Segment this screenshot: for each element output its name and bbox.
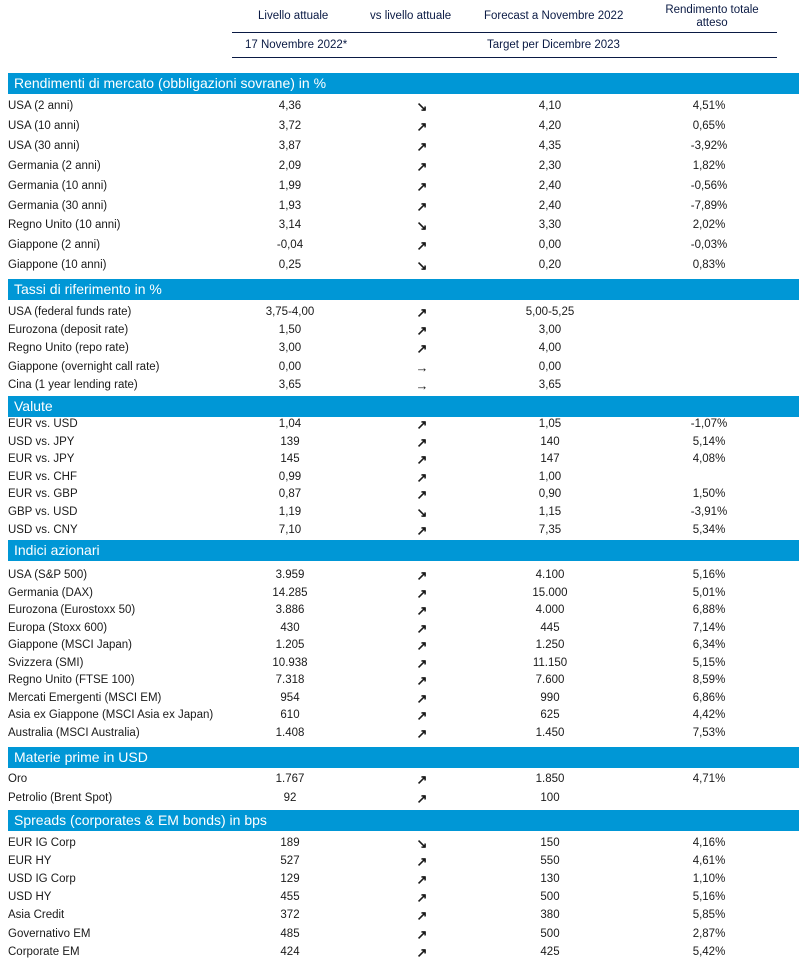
row-label: EUR IG Corp	[8, 837, 76, 849]
forecast-value: 4,35	[538, 140, 562, 152]
expected-return: 5,85%	[692, 909, 726, 921]
row-label: Germania (30 anni)	[8, 200, 108, 212]
arrow-up-right-icon: ↗	[416, 908, 428, 923]
current-level: 1,50	[278, 324, 302, 336]
forecast-value: 500	[540, 891, 560, 903]
expected-return: -7,89%	[690, 200, 728, 212]
current-level: 14.285	[272, 587, 308, 599]
arrow-down-right-icon: ↘	[416, 505, 428, 520]
forecast-value: 445	[540, 622, 560, 634]
row-label: Regno Unito (FTSE 100)	[8, 674, 135, 686]
forecast-value: 0,90	[538, 488, 562, 500]
expected-return: 1,50%	[692, 488, 726, 500]
current-level: 139	[280, 436, 300, 448]
expected-return: 7,53%	[692, 727, 726, 739]
current-level: 3,87	[278, 140, 302, 152]
section-header: Tassi di riferimento in %	[8, 279, 799, 300]
expected-return: -0,56%	[690, 180, 728, 192]
row-label: Cina (1 year lending rate)	[8, 379, 138, 391]
expected-return: -0,03%	[690, 239, 728, 251]
arrow-up-right-icon: ↗	[416, 305, 428, 320]
expected-return: 0,65%	[692, 120, 726, 132]
row-label: Germania (10 anni)	[8, 180, 108, 192]
row-label: Asia ex Giappone (MSCI Asia ex Japan)	[8, 709, 214, 721]
section-header: Indici azionari	[8, 540, 799, 561]
arrow-up-right-icon: ↗	[416, 435, 428, 450]
current-level: 145	[280, 453, 300, 465]
expected-return: 1,82%	[692, 160, 726, 172]
current-level: -0,04	[276, 239, 304, 251]
row-label: EUR vs. USD	[8, 418, 78, 430]
expected-return: 2,87%	[692, 928, 726, 940]
forecast-value: 4.000	[535, 604, 565, 616]
forecast-value: 2,40	[538, 180, 562, 192]
expected-return: 4,51%	[692, 100, 726, 112]
row-label: EUR vs. JPY	[8, 453, 75, 465]
forecast-value: 4,00	[538, 342, 562, 354]
expected-return: 0,83%	[692, 259, 726, 271]
arrow-up-right-icon: ↗	[416, 341, 428, 356]
forecast-value: 1,05	[538, 418, 562, 430]
row-label: EUR vs. CHF	[8, 471, 77, 483]
row-label: Petrolio (Brent Spot)	[8, 792, 113, 804]
row-label: Australia (MSCI Australia)	[8, 727, 140, 739]
arrow-up-right-icon: ↗	[416, 523, 428, 538]
row-label: Giappone (overnight call rate)	[8, 361, 160, 373]
row-label: Eurozona (Eurostoxx 50)	[8, 604, 136, 616]
section-header: Materie prime in USD	[8, 747, 799, 768]
expected-return: 4,42%	[692, 709, 726, 721]
current-level: 189	[280, 837, 300, 849]
current-level: 4,36	[278, 100, 302, 112]
arrow-up-right-icon: ↗	[416, 487, 428, 502]
current-level: 3.959	[275, 569, 305, 581]
current-level: 3,65	[278, 379, 302, 391]
current-level: 455	[280, 891, 300, 903]
current-level: 7.318	[275, 674, 305, 686]
forecast-value: 1.450	[535, 727, 565, 739]
forecast-value: 990	[540, 692, 560, 704]
arrow-up-right-icon: ↗	[416, 656, 428, 671]
forecast-value: 1,00	[538, 471, 562, 483]
column-header-current: Livello attuale	[258, 10, 329, 22]
arrow-up-right-icon: ↗	[416, 691, 428, 706]
expected-return: 4,71%	[692, 773, 726, 785]
current-level: 0,25	[278, 259, 302, 271]
current-level: 430	[280, 622, 300, 634]
arrow-up-right-icon: ↗	[416, 179, 428, 194]
arrow-up-right-icon: ↗	[416, 673, 428, 688]
arrow-up-right-icon: ↗	[416, 638, 428, 653]
column-header-forecast: Forecast a Novembre 2022	[484, 10, 624, 22]
current-level: 0,87	[278, 488, 302, 500]
arrow-right-icon: →	[415, 378, 429, 393]
row-label: USA (S&P 500)	[8, 569, 88, 581]
forecast-value: 150	[540, 837, 560, 849]
forecast-value: 2,30	[538, 160, 562, 172]
row-label: Europa (Stoxx 600)	[8, 622, 108, 634]
expected-return: 7,14%	[692, 622, 726, 634]
current-level: 1.205	[275, 639, 305, 651]
column-subheader-forecast: Target per Dicembre 2023	[487, 39, 620, 51]
arrow-up-right-icon: ↗	[416, 791, 428, 806]
current-level: 3,14	[278, 219, 302, 231]
current-level: 527	[280, 855, 300, 867]
current-level: 1.408	[275, 727, 305, 739]
current-level: 129	[280, 873, 300, 885]
forecast-value: 1,15	[538, 506, 562, 518]
forecast-value: 2,40	[538, 200, 562, 212]
current-level: 1.767	[275, 773, 305, 785]
forecast-value: 3,30	[538, 219, 562, 231]
forecast-value: 147	[540, 453, 560, 465]
arrow-up-right-icon: ↗	[416, 323, 428, 338]
current-level: 3,00	[278, 342, 302, 354]
section-header: Valute	[8, 396, 799, 417]
arrow-up-right-icon: ↗	[416, 159, 428, 174]
forecast-value: 1.850	[535, 773, 565, 785]
expected-return: -3,92%	[690, 140, 728, 152]
arrow-down-right-icon: ↘	[416, 99, 428, 114]
arrow-up-right-icon: ↗	[416, 417, 428, 432]
column-header-return: Rendimento totale atteso	[665, 4, 759, 29]
expected-return: 5,16%	[692, 891, 726, 903]
forecast-value: 380	[540, 909, 560, 921]
forecast-value: 4.100	[535, 569, 565, 581]
arrow-up-right-icon: ↗	[416, 568, 428, 583]
row-label: Oro	[8, 773, 28, 785]
forecast-value: 3,65	[538, 379, 562, 391]
arrow-up-right-icon: ↗	[416, 119, 428, 134]
forecast-value: 7.600	[535, 674, 565, 686]
current-level: 954	[280, 692, 300, 704]
forecast-value: 15.000	[532, 587, 568, 599]
row-label: USD IG Corp	[8, 873, 76, 885]
column-subheader-current: 17 Novembre 2022*	[245, 39, 348, 51]
expected-return: -3,91%	[690, 506, 728, 518]
row-label: USA (30 anni)	[8, 140, 80, 152]
arrow-up-right-icon: ↗	[416, 927, 428, 942]
expected-return: 5,16%	[692, 569, 726, 581]
arrow-down-right-icon: ↘	[416, 218, 428, 233]
expected-return: 4,16%	[692, 837, 726, 849]
expected-return: -1,07%	[690, 418, 728, 430]
expected-return: 2,02%	[692, 219, 726, 231]
current-level: 10.938	[272, 657, 308, 669]
expected-return: 5,01%	[692, 587, 726, 599]
forecast-value: 140	[540, 436, 560, 448]
forecast-value: 130	[540, 873, 560, 885]
forecast-value: 11.150	[532, 657, 568, 669]
row-label: Giappone (10 anni)	[8, 259, 107, 271]
arrow-right-icon: →	[415, 360, 429, 375]
row-label: USD HY	[8, 891, 52, 903]
row-label: USA (federal funds rate)	[8, 306, 132, 318]
current-level: 2,09	[278, 160, 302, 172]
forecast-value: 625	[540, 709, 560, 721]
arrow-up-right-icon: ↗	[416, 199, 428, 214]
expected-return: 6,86%	[692, 692, 726, 704]
row-label: USA (10 anni)	[8, 120, 80, 132]
row-label: Germania (DAX)	[8, 587, 93, 599]
forecast-value: 0,00	[538, 239, 562, 251]
arrow-up-right-icon: ↗	[416, 238, 428, 253]
column-header-vs: vs livello attuale	[370, 10, 452, 22]
arrow-up-right-icon: ↗	[416, 726, 428, 741]
expected-return: 4,61%	[692, 855, 726, 867]
row-label: USA (2 anni)	[8, 100, 74, 112]
arrow-down-right-icon: ↘	[416, 258, 428, 273]
row-label: EUR vs. GBP	[8, 488, 78, 500]
expected-return: 1,10%	[692, 873, 726, 885]
current-level: 372	[280, 909, 300, 921]
current-level: 424	[280, 946, 300, 958]
row-label: Giappone (2 anni)	[8, 239, 101, 251]
forecast-value: 3,00	[538, 324, 562, 336]
current-level: 92	[283, 792, 297, 804]
row-label: GBP vs. USD	[8, 506, 78, 518]
row-label: Germania (2 anni)	[8, 160, 101, 172]
arrow-up-right-icon: ↗	[416, 586, 428, 601]
expected-return: 6,34%	[692, 639, 726, 651]
row-label: USD vs. CNY	[8, 524, 78, 536]
section-header: Rendimenti di mercato (obbligazioni sovrane) in %	[8, 73, 799, 94]
current-level: 1,04	[278, 418, 302, 430]
arrow-down-right-icon: ↘	[416, 836, 428, 851]
current-level: 3,75-4,00	[265, 306, 315, 318]
expected-return: 5,15%	[692, 657, 726, 669]
row-label: USD vs. JPY	[8, 436, 75, 448]
arrow-up-right-icon: ↗	[416, 621, 428, 636]
forecast-value: 0,00	[538, 361, 562, 373]
current-level: 3.886	[275, 604, 305, 616]
forecast-value: 100	[540, 792, 560, 804]
expected-return: 5,34%	[692, 524, 726, 536]
arrow-up-right-icon: ↗	[416, 890, 428, 905]
forecast-value: 4,20	[538, 120, 562, 132]
forecast-value: 7,35	[538, 524, 562, 536]
current-level: 610	[280, 709, 300, 721]
header-rule-bottom	[232, 57, 777, 58]
forecast-value: 4,10	[538, 100, 562, 112]
forecast-value: 550	[540, 855, 560, 867]
expected-return: 5,42%	[692, 946, 726, 958]
row-label: Corporate EM	[8, 946, 80, 958]
current-level: 7,10	[278, 524, 302, 536]
row-label: Svizzera (SMI)	[8, 657, 84, 669]
forecast-value: 5,00-5,25	[525, 306, 575, 318]
expected-return: 8,59%	[692, 674, 726, 686]
forecast-value: 425	[540, 946, 560, 958]
forecast-value: 500	[540, 928, 560, 940]
arrow-up-right-icon: ↗	[416, 452, 428, 467]
current-level: 0,00	[278, 361, 302, 373]
header-rule-top	[232, 32, 777, 33]
forecast-value: 1.250	[535, 639, 565, 651]
current-level: 3,72	[278, 120, 302, 132]
current-level: 0,99	[278, 471, 302, 483]
expected-return: 5,14%	[692, 436, 726, 448]
row-label: Asia Credit	[8, 909, 65, 921]
forecast-value: 0,20	[538, 259, 562, 271]
row-label: Giappone (MSCI Japan)	[8, 639, 133, 651]
arrow-up-right-icon: ↗	[416, 708, 428, 723]
row-label: Eurozona (deposit rate)	[8, 324, 129, 336]
row-label: EUR HY	[8, 855, 52, 867]
current-level: 485	[280, 928, 300, 940]
arrow-up-right-icon: ↗	[416, 854, 428, 869]
current-level: 1,93	[278, 200, 302, 212]
arrow-up-right-icon: ↗	[416, 872, 428, 887]
row-label: Regno Unito (repo rate)	[8, 342, 129, 354]
arrow-up-right-icon: ↗	[416, 139, 428, 154]
current-level: 1,19	[278, 506, 302, 518]
arrow-up-right-icon: ↗	[416, 603, 428, 618]
arrow-up-right-icon: ↗	[416, 772, 428, 787]
arrow-up-right-icon: ↗	[416, 945, 428, 960]
arrow-up-right-icon: ↗	[416, 470, 428, 485]
row-label: Mercati Emergenti (MSCI EM)	[8, 692, 162, 704]
row-label: Governativo EM	[8, 928, 91, 940]
current-level: 1,99	[278, 180, 302, 192]
expected-return: 4,08%	[692, 453, 726, 465]
row-label: Regno Unito (10 anni)	[8, 219, 121, 231]
section-header: Spreads (corporates & EM bonds) in bps	[8, 810, 799, 831]
expected-return: 6,88%	[692, 604, 726, 616]
